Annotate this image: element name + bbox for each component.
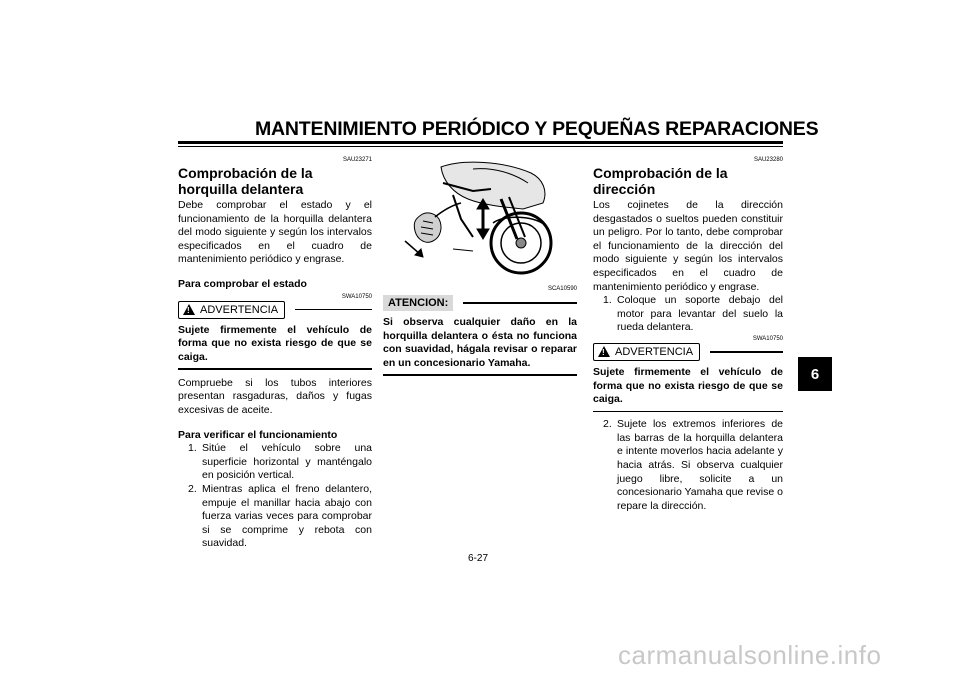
step-text: Mientras aplica el freno delantero, empuje el manillar hacia abajo con fuerza varias veces para comprobar si se comprime y rebota con suavidad. — [202, 483, 372, 550]
header-rule — [178, 141, 783, 144]
warning-label-box — [593, 343, 700, 361]
step-text: Sitúe el vehículo sobre una superficie horizontal y manténgalo en posición vertical. — [202, 442, 372, 482]
condition-check-text: Compruebe si los tubos interiores presentan rasgaduras, daños y fugas excesivas de aceite. — [178, 376, 372, 417]
warning-label: ADVERTENCIA — [200, 303, 279, 316]
caution-header — [383, 295, 577, 311]
list-item — [603, 294, 783, 335]
caution-rule-bottom — [383, 374, 577, 376]
motorcycle-fork-illustration — [383, 159, 579, 279]
warning-rule-bottom — [593, 411, 783, 413]
list-number: 1. — [603, 294, 612, 307]
caution-rule — [463, 302, 577, 304]
warning-text: Sujete firmemente el vehículo de forma que no exista riesgo de que se caiga. — [593, 365, 783, 406]
watermark: carmanualsonline.info — [618, 640, 882, 670]
warning-triangle-icon: ! — [598, 346, 610, 357]
warning-text: Sujete firmemente el vehículo de forma que no exista riesgo de que se caiga. — [178, 323, 372, 363]
section-code: SAU23280 — [753, 157, 783, 163]
warning-header — [178, 301, 372, 319]
fork-intro: Debe comprobar el estado y el funcionamiento de la horquilla delantera del modo siguiente y según los intervalos especificados en el cuadro de mantenimiento periódico y engrase. — [178, 199, 372, 266]
section-heading-steering: Comprobación de la dirección — [593, 165, 728, 197]
subheading-operation: Para verificar el funcionamiento — [178, 428, 338, 441]
warning-rule — [710, 351, 783, 353]
column-fork — [178, 157, 372, 551]
column-steering — [593, 157, 783, 513]
subheading-condition: Para comprobar el estado — [178, 277, 307, 290]
list-number: 1. — [188, 442, 197, 455]
list-item — [603, 418, 783, 513]
caution-text: Si observa cualquier daño en la horquilla delantera o ésta no funciona con suavidad, hágala revisar o reparar en un concesionario Yamaha. — [383, 316, 577, 369]
warning-rule-bottom — [178, 368, 372, 370]
step-text: Sujete los extremos inferiores de las barras de la horquilla delantera e intente moverlos hacia adelante y hacia atrás. Si observa cualquier juego libre, solicite a un concesionario Yamaha que revise o repare la dirección. — [617, 418, 783, 512]
warning-triangle-icon: ! — [183, 304, 195, 315]
section-heading-fork: Comprobación de la horquilla delantera — [178, 165, 313, 197]
list-number: 2. — [188, 483, 197, 495]
steering-intro: Los cojinetes de la dirección desgastados o sueltos pueden constituir un peligro. Por lo tanto, debe comprobar el funcionamiento de la dirección del modo siguiente y según los intervalos especificados en el cuadro de mantenimiento periódico y engrase. — [593, 199, 783, 293]
warning-label: ADVERTENCIA — [615, 345, 694, 358]
warning-code: SWA10750 — [752, 335, 783, 342]
header-rule-thin — [178, 146, 783, 147]
list-number: 2. — [603, 418, 612, 431]
warning-label-box — [178, 301, 285, 319]
caution-block — [383, 286, 577, 376]
list-item — [188, 483, 372, 551]
warning-rule — [295, 309, 372, 311]
list-item — [188, 442, 372, 483]
warning-header — [593, 343, 783, 361]
page-title: MANTENIMIENTO PERIÓDICO Y PEQUEÑAS REPARACIONES — [255, 118, 819, 140]
chapter-tab: 6 — [798, 357, 832, 391]
caution-label: ATENCION: — [383, 295, 453, 311]
caution-code: SCA10590 — [547, 286, 577, 292]
page-number: 6-27 — [468, 553, 489, 564]
section-code: SAU23271 — [342, 157, 372, 163]
step-text: Coloque un soporte debajo del motor para levantar del suelo la rueda delantera. — [617, 294, 783, 334]
warning-code: SWA10750 — [341, 293, 372, 300]
